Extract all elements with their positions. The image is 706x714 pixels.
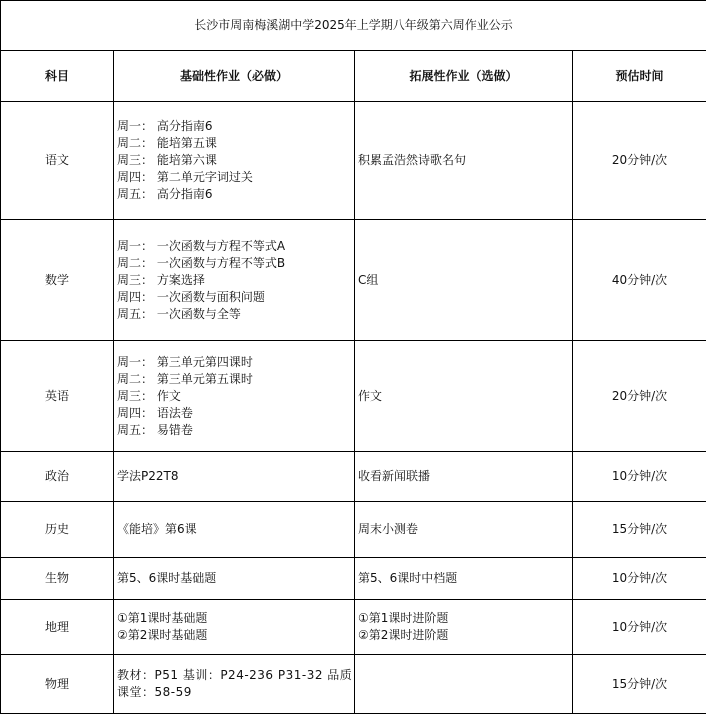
extended-homework-cell (355, 341, 573, 452)
extended-homework-cell (355, 600, 573, 655)
basic-homework-line: 教材：P51 基训：P24-236 P31-32 品质课堂：58-59 (117, 667, 354, 701)
extended-homework-line: 作文 (358, 388, 572, 405)
basic-homework-line: 周三： 方案选择 (117, 272, 354, 289)
extended-homework-cell (355, 452, 573, 502)
extended-homework-cell (355, 220, 573, 341)
table-row (1, 220, 706, 341)
header-basic: 基础性作业（必做） (114, 51, 355, 102)
page-title: 长沙市周南梅溪湖中学2025年上学期八年级第六周作业公示 (1, 1, 706, 51)
basic-homework-line: 周五： 高分指南6 (117, 186, 354, 203)
extended-homework-line: C组 (358, 272, 572, 289)
basic-homework-line: ②第2课时基础题 (117, 627, 354, 644)
basic-homework-line: 周一： 一次函数与方程不等式A (117, 238, 354, 255)
basic-homework-cell (114, 102, 355, 220)
subject-cell: 英语 (1, 341, 114, 452)
estimated-time-cell: 15分钟/次 (573, 502, 706, 558)
estimated-time-cell: 20分钟/次 (573, 341, 706, 452)
subject-cell: 政治 (1, 452, 114, 502)
estimated-time-cell: 10分钟/次 (573, 558, 706, 600)
basic-homework-line: 周二： 第三单元第五课时 (117, 371, 354, 388)
basic-homework-line: 周一： 第三单元第四课时 (117, 354, 354, 371)
table-body (1, 102, 706, 714)
header-time: 预估时间 (573, 51, 706, 102)
estimated-time-cell: 40分钟/次 (573, 220, 706, 341)
table-row (1, 600, 706, 655)
basic-homework-line: 周一： 高分指南6 (117, 118, 354, 135)
extended-homework-cell (355, 558, 573, 600)
extended-homework-line: ②第2课时进阶题 (358, 627, 572, 644)
extended-homework-line: 积累孟浩然诗歌名句 (358, 152, 572, 169)
table-row (1, 558, 706, 600)
basic-homework-line: 学法P22T8 (117, 468, 354, 485)
basic-homework-line: 周二： 一次函数与方程不等式B (117, 255, 354, 272)
extended-homework-cell (355, 655, 573, 714)
basic-homework-line: 周三： 作文 (117, 388, 354, 405)
basic-homework-line: 周四： 一次函数与面积问题 (117, 289, 354, 306)
extended-homework-line: 周末小测卷 (358, 521, 572, 538)
extended-homework-line: 收看新闻联播 (358, 468, 572, 485)
subject-cell: 数学 (1, 220, 114, 341)
extended-homework-line: 第5、6课时中档题 (358, 570, 572, 587)
subject-cell: 物理 (1, 655, 114, 714)
basic-homework-line: 周五： 一次函数与全等 (117, 306, 354, 323)
extended-homework-cell (355, 502, 573, 558)
header-row (1, 51, 706, 102)
subject-cell: 历史 (1, 502, 114, 558)
subject-cell: 地理 (1, 600, 114, 655)
table-row (1, 452, 706, 502)
subject-cell: 生物 (1, 558, 114, 600)
basic-homework-line: 周三： 能培第六课 (117, 152, 354, 169)
table-row (1, 341, 706, 452)
basic-homework-cell (114, 452, 355, 502)
basic-homework-line: 周二： 能培第五课 (117, 135, 354, 152)
estimated-time-cell: 15分钟/次 (573, 655, 706, 714)
estimated-time-cell: 10分钟/次 (573, 452, 706, 502)
extended-homework-line: ①第1课时进阶题 (358, 610, 572, 627)
extended-homework-cell (355, 102, 573, 220)
estimated-time-cell: 10分钟/次 (573, 600, 706, 655)
basic-homework-line: 《能培》第6课 (117, 521, 354, 538)
basic-homework-line: 周四： 第二单元字词过关 (117, 169, 354, 186)
header-subject: 科目 (1, 51, 114, 102)
basic-homework-line: 周四： 语法卷 (117, 405, 354, 422)
basic-homework-line: 第5、6课时基础题 (117, 570, 354, 587)
basic-homework-cell (114, 341, 355, 452)
table-row (1, 102, 706, 220)
basic-homework-cell (114, 502, 355, 558)
basic-homework-cell (114, 220, 355, 341)
header-extended: 拓展性作业（选做） (355, 51, 573, 102)
table-row (1, 655, 706, 714)
basic-homework-cell (114, 600, 355, 655)
table-row (1, 502, 706, 558)
estimated-time-cell: 20分钟/次 (573, 102, 706, 220)
subject-cell: 语文 (1, 102, 114, 220)
basic-homework-line: ①第1课时基础题 (117, 610, 354, 627)
basic-homework-cell (114, 558, 355, 600)
basic-homework-cell (114, 655, 355, 714)
basic-homework-line: 周五： 易错卷 (117, 422, 354, 439)
